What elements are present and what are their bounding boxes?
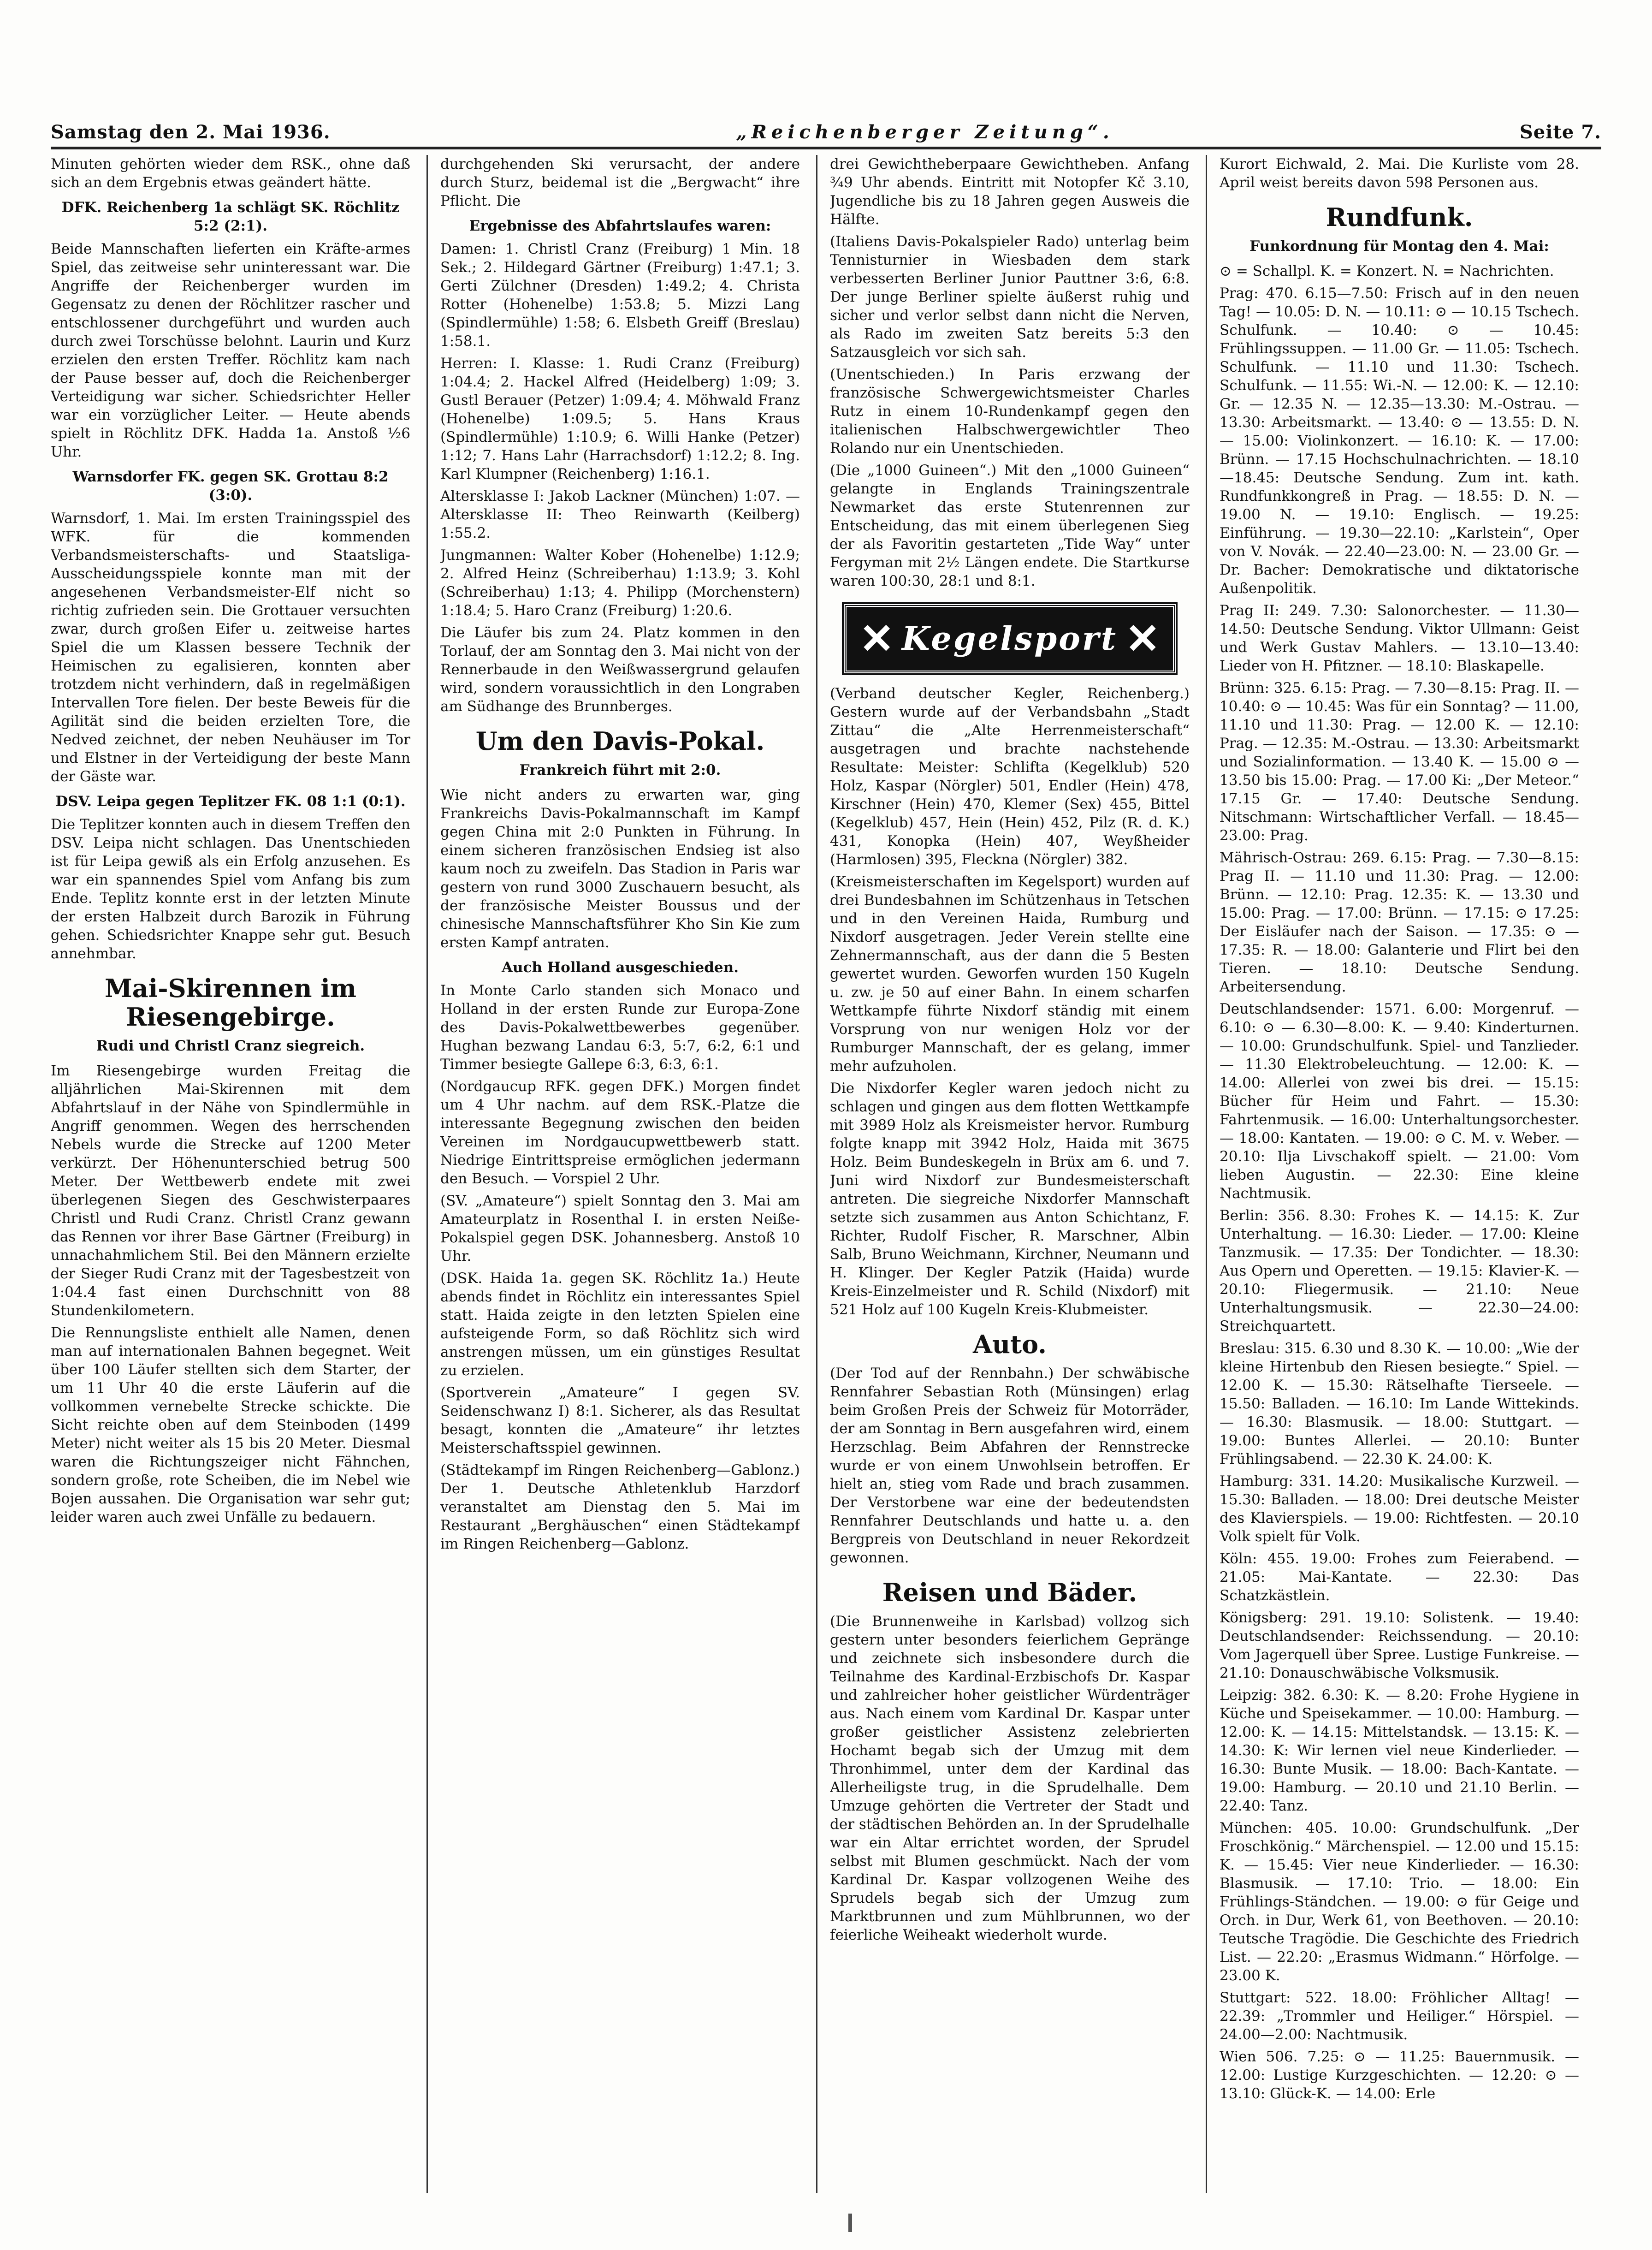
radio-program: Deutschlandsender: 1571. 6.00: Morgenruf. — 6.10: ⊙ — 6.30—8.00: K. — 9.40: Kinderturnen. — 10.00: Grundschulfunk. Spiel- und Tanzlieder. — 11.30 Elektrobeleuchtung. — 12.00: K. — 14.00: Allerlei von zwei bis drei. — 15.15: Bücher für Heim und Fahrt. — 15.30: Fahrtenmusik. — 16.00: Unterhaltungsorchester. — 18.00: Kantaten. — 19.00: ⊙ C. M. v. Weber. — 20.10: Ilja Livschakoff spielt. — 21.00: Vom lieben Augustin. — 22.30: Eine kleine Nachtmusik. <box>1220 1001 1579 1202</box>
crossed-pins-icon: ✕ <box>1125 614 1160 663</box>
radio-program: Königsberg: 291. 19.10: Solistenk. — 19.40: Deutschlandsender: Reichssendung. — 20.10: Vom Jagerquell über Spree. Lustige Funkreise. — 21.10: Donauschwäbische Volksmusik. <box>1220 1609 1579 1681</box>
results-text: Jungmannen: Walter Kober (Hohenelbe) 1:12.9; 2. Alfred Heinz (Schreiberhau) 1:13.9; 3. Kohl (Schreiberhau) 1:13; 4. Philipp (Morchenstern) 1:18.4; 5. Haro Cranz (Freiburg) 1:20.6. <box>440 547 800 619</box>
radio-program: Breslau: 315. 6.30 und 8.30 K. — 10.00: „Wie der kleine Hirtenbub den Riesen besiegte.“ Spiel. — 12.00 K. — 15.30: Rätselhafte Tierseele. — 15.50: Balladen. — 16.10: Im Lande Wittekinds. — 16.30: Blasmusik. — 18.00: Stuttgart. — 19.00: Buntes Allerlei. — 20.10: Bunter Frühlingsabend. — 22.30 K. 24.00: K. <box>1220 1340 1579 1467</box>
radio-legend: ⊙ = Schallpl. K. = Konzert. N. = Nachrichten. <box>1220 263 1554 279</box>
kegelsport-banner <box>844 604 1176 673</box>
section-headline: Auto. <box>973 1330 1047 1359</box>
article-text: In Monte Carlo standen sich Monaco und Holland in der ersten Runde zur Europa-Zone des Davis-Pokalwettbewerbes gegenüber. Hughan bezwang Landau 6:3, 5:7, 6:2, 6:1 und Timmer besiegte Gallepe 6:3, 6:3, 6:1. <box>440 982 800 1073</box>
column-4 <box>1220 155 1579 2193</box>
article-text: (Nordgaucup RFK. gegen DFK.) Morgen findet um 4 Uhr nachm. auf dem RSK.-Platze die interessante Begegnung zwischen den beiden Vereinen im Nordgaucupwettbewerb statt. Niedrige Eintrittspreise ermöglichen jedermann den Besuch. — Vorspiel 2 Uhr. <box>440 1078 800 1187</box>
section-headline: Um den Davis-Pokal. <box>475 726 765 756</box>
radio-program: Leipzig: 382. 6.30: K. — 8.20: Frohe Hygiene in Küche und Speisekammer. — 10.00: Hamburg. — 12.00: K. — 14.15: Mittelstandsk. — 13.15: K. — 14.30: K: Wir lernen viel neue Kinderlieder. — 16.30: Bunte Musik. — 18.00: Bach-Kantate. — 19.00: Hamburg. — 20.10 und 21.10 Berlin. — 22.40: Tanz. <box>1220 1687 1579 1814</box>
article-text: Die Läufer bis zum 24. Platz kommen in den Torlauf, der am Sonntag den 3. Mai nicht von der Rennerbaude in den Weißwassergrund gelaufen wird, sondern voraussichtlich in den Longraben am Südhange des Brunnberges. <box>440 624 800 715</box>
results-text: Herren: I. Klasse: 1. Rudi Cranz (Freiburg) 1:04.4; 2. Hackel Alfred (Heidelberg) 1:09; 3. Gustl Berauer (Petzer) 1:09.4; 4. Möhwald Franz (Hohenelbe) 1:09.5; 5. Hans Kraus (Spindlermühle) 1:10.9; 6. Willi Hanke (Petzer) 1:12; 7. Hans Lahr (Harrachsdorf) 1:12.2; 8. Ing. Karl Klumpner (Reichenberg) 1:16.1. <box>440 355 800 482</box>
crossed-pins-icon: ✕ <box>859 614 894 663</box>
article-text: (Städtekampf im Ringen Reichenberg—Gablonz.) Der 1. Deutsche Athletenklub Harzdorf veranstaltet am Dienstag den 5. Mai im Restaurant „Berghäuschen“ einen Städtekampf im Ringen Reichenberg—Gablonz. <box>440 1462 800 1552</box>
section-headline: Rundfunk. <box>1326 202 1473 232</box>
article-text: (Der Tod auf der Rennbahn.) Der schwäbische Rennfahrer Sebastian Roth (Münsingen) erlag beim Großen Preis der Schweiz für Motorräder, der am Sonntag in Bern ausgefahren wird, einem Herzschlag. Beim Abfahren der Rennstrecke wurde er von einem Unwohlsein betroffen. Er hielt an, stieg vom Rade und brach zusammen. Der Verstorbene war eine der bedeutendsten Rennfahrer Deutschlands und hatte u. a. den Bergpreis von Deutschland in neuer Rekordzeit gewonnen. <box>830 1365 1190 1566</box>
results-text: Altersklasse I: Jakob Lackner (München) 1:07. — Altersklasse II: Theo Reinwarth (Keilberg) 1:55.2. <box>440 488 800 541</box>
article-text: Kurort Eichwald, 2. Mai. Die Kurliste vom 28. April weist bereits davon 598 Personen aus. <box>1220 156 1579 191</box>
article-text: Die Nixdorfer Kegler waren jedoch nicht zu schlagen und gingen aus dem flotten Wettkampfe mit 3989 Holz als Kreismeister hervor. Rumburg folgte knapp mit 3942 Holz, Haida mit 3675 Holz. Beim Bundeskegeln in Brüx am 6. und 7. Juni wird Nixdorf zur Bundesmeisterschaft antreten. Die siegreiche Nixdorfer Mannschaft setzte sich zusammen aus Anton Schichtanz, F. Richter, Rudolf Fischer, R. Marschner, Albin Salb, Bruno Weichmann, Kirchner, Neumann und H. Klinger. Der Kegler Patzik (Haida) wurde Kreis-Einzelmeister und R. Schild (Nixdorf) mit 521 Holz auf 100 Kugeln Kreis-Klubmeister. <box>830 1080 1190 1318</box>
radio-program: Berlin: 356. 8.30: Frohes K. — 14.15: K. Zur Unterhaltung. — 16.30: Lieder. — 17.00: Kleine Tanzmusik. — 17.35: Der Tondichter. — 18.30: Aus Opern und Operetten. — 19.15: Klavier-K. — 20.10: Fliegermusik. — 21.10: Neue Unterhaltungsmusik. — 22.30—24.00: Streichquartett. <box>1220 1207 1579 1335</box>
radio-program: Mährisch-Ostrau: 269. 6.15: Prag. — 7.30—8.15: Prag II. — 11.10 und 11.30: Prag. — 12.00: Brünn. — 12.10: Prag. 12.35: K. — 13.30 und 15.00: Prag. — 17.00: Brünn. — 17.15: ⊙ 17.25: Der Eisläufer nach der Saison. — 17.35: ⊙ — 17.35: R. — 18.00: Galanterie und Flirt bei den Tieren. — 18.10: Deutsche Sendung. Arbeitersendung. <box>1220 849 1579 995</box>
article-text: (Sportverein „Amateure“ I gegen SV. Seidenschwanz I) 8:1. Sicherer, als das Resultat besagt, konnten die „Amateure“ ihr letztes Meisterschaftsspiel gewinnen. <box>440 1384 800 1456</box>
article-text: Wie nicht anders zu erwarten war, ging Frankreichs Davis-Pokalmannschaft im Kampf gegen China mit 2:0 Punkten in Führung. In einem sicheren französischen Endsieg ist also kaum noch zu zweifeln. Das Stadion in Paris war gestern von rund 3000 Zuschauern besucht, als der französische Meister Boussus und der chinesische Mannschaftsführer Kho Sin Kie zum ersten Kampf antraten. <box>440 787 800 951</box>
section-subheadline: Rudi und Christl Cranz siegreich. <box>96 1038 365 1054</box>
article-text: (DSK. Haida 1a. gegen SK. Röchlitz 1a.) Heute abends findet in Röchlitz ein interessantes Spiel statt. Haida zeigte in den letzten Spielen eine aufsteigende Form, so daß Röchlitz sich wird anstrengen müssen, um ein günstiges Resultat zu erzielen. <box>440 1270 800 1379</box>
section-headline: Reisen und Bäder. <box>882 1578 1137 1607</box>
article-text: (Italiens Davis-Pokalspieler Rado) unterlag beim Tennisturnier in Wiesbaden dem stark verbesserten Berliner Junior Pauttner 3:6, 6:8. Der junge Berliner spielte äußerst ruhig und sicher und verlor selbst dann nicht die Nerven, als Rado im zweiten Satz bereits 5:3 den Satzausgleich vor sich sah. <box>830 233 1190 361</box>
page-header <box>51 111 1601 143</box>
article-text: (Unentschieden.) In Paris erzwang der französische Schwergewichtsmeister Charles Rutz in einem 10-Rundenkampf gegen den italienischen Halbschwergewichtler Theo Rolando nur ein Unentschieden. <box>830 366 1190 457</box>
kegelsport-title: Kegelsport <box>901 619 1118 658</box>
radio-program: Prag II: 249. 7.30: Salonorchester. — 11.30—14.50: Deutsche Sendung. Viktor Ullmann: Geist und Werk Gustav Mahlers. — 13.10—13.40: Lieder von H. Pfitzner. — 18.10: Blaskapelle. <box>1220 602 1579 674</box>
section-subheadline: Funkordnung für Montag den 4. Mai: <box>1249 238 1549 255</box>
radio-program: München: 405. 10.00: Grundschulfunk. „Der Froschkönig.“ Märchenspiel. — 12.00 und 15.15: K. — 15.45: Vier neue Kinderlieder. — 16.30: Blasmusik. — 17.10: Trio. — 18.00: Ein Frühlings-Ständchen. — 19.00: ⊙ für Geige und Orch. in Dur, Werk 61, von Beethoven. — 20.10: Teutsche Tragödie. Die Geschichte des Friedrich List. — 22.20: „Erasmus Widmann.“ Hörfolge. — 23.00 K. <box>1220 1820 1579 1984</box>
article-text: (Die „1000 Guineen“.) Mit den „1000 Guineen“ gelangte in Englands Trainingszentrale Newmarket das erste Stutenrennen zur Entscheidung, das mit einem überlegenen Sieg der als Favoritin gestarteten „Tide Way“ unter Fergyman mit 2½ Längen endete. Die Startkurse waren 100:30, 28:1 und 8:1. <box>830 462 1190 589</box>
article-text: Die Teplitzer konnten auch in diesem Treffen den DSV. Leipa nicht schlagen. Das Unentschieden ist für Leipa gewiß als ein Erfolg anzusehen. Es war ein spannendes Spiel vom Anfang bis zum Ende. Teplitz konnte erst in der letzten Minute der ersten Halbzeit durch Barozik in Führung gehen. Schiedsrichter Knappe sehr gut. Besuch annehmbar. <box>51 816 410 962</box>
radio-program: Hamburg: 331. 14.20: Musikalische Kurzweil. — 15.30: Balladen. — 18.00: Drei deutsche Meister des Klavierspiels. — 19.00: Richtfesten. — 20.10 Volk spielt für Volk. <box>1220 1473 1579 1545</box>
header-rule <box>51 147 1601 149</box>
article-text: Beide Mannschaften lieferten ein Kräfte-armes Spiel, das zeitweise sehr uninteressant war. Die Angriffe der Reichenberger wurden im Gegensatz zu denen der Röchlitzer rascher und entschlossener durchgeführt und wurden auch durch zwei Torschüsse belohnt. Laurin und Kurz erzielen den ersten Treffer. Röchlitz kam nach der Pause besser auf, doch die Reichenberger Verteidigung war sicher. Schiedsrichter Heller war ein vorzüglicher Leiter. — Heute abends spielt in Röchlitz DFK. Hadda 1a. Anstoß ½6 Uhr. <box>51 241 410 460</box>
article-heading: DFK. Reichenberg 1a schlägt SK. Röchlitz 5:2 (2:1). <box>61 199 400 234</box>
section-subheadline: Frankreich führt mit 2:0. <box>519 762 721 778</box>
radio-program: Brünn: 325. 6.15: Prag. — 7.30—8.15: Prag. II. — 10.40: ⊙ — 10.45: Was für ein Sonntag? — 11.00, 11.10 und 11.30: Prag. — 12.00 K. — 12.10: Prag. — 12.35: M.-Ostrau. — 13.30: Arbeitsmarkt und Sozialinformation. — 13.40 K. — 15.00 ⊙ — 13.50 bis 15.00: Prag. — 17.00 Ki: „Der Meteor.“ 17.15 Gr. — 17.40: Deutsche Sendung. Nitschmann: Wirtschaftlicher Verfall. — 18.45—23.00: Prag. <box>1220 680 1579 844</box>
article-text: (Die Brunnenweihe in Karlsbad) vollzog sich gestern unter besonders feierlichem Gepränge und zeichnete sich insbesondere durch die Teilnahme des Kardinal-Erzbischofs Dr. Kaspar und zahlreicher hoher geistlicher Würdenträger aus. Nach einem vom Kardinal Dr. Kaspar unter großer geistlicher Assistenz zelebrierten Hochamt begab sich der Umzug mit dem Thronhimmel, unter dem der Kardinal das Allerheiligste trug, in die Sprudelhalle. Dem Umzuge gehörten die Vertreter der Stadt und der städtischen Behörden an. In der Sprudelhalle war ein Altar errichtet worden, der Sprudel selbst mit Blumen geschmückt. Nach der vom Kardinal Dr. Kaspar vollzogenen Weihe des Sprudels begab sich der Umzug zum Marktbrunnen und zum Mühlbrunnen, wo der feierliche Weiheakt wiederholt wurde. <box>830 1613 1190 1943</box>
header-newspaper-title: „Reichenberger Zeitung“. <box>736 121 1114 143</box>
radio-program: Stuttgart: 522. 18.00: Fröhlicher Alltag! — 22.39: „Trommler und Heiliger.“ Hörspiel. — 24.00—2.00: Nachtmusik. <box>1220 1989 1579 2043</box>
article-text: durchgehenden Ski verursacht, der andere durch Sturz, beidemal ist die „Bergwacht“ ihre Pflicht. Die <box>440 156 800 209</box>
column-1 <box>51 155 410 2193</box>
article-text: (SV. „Amateure“) spielt Sonntag den 3. Mai am Amateurplatz in Rosenthal I. in ersten Neiße-Pokalspiel gegen DSK. Johannesberg. Anstoß 10 Uhr. <box>440 1193 800 1265</box>
page-mark <box>848 2214 852 2232</box>
article-text: Minuten gehörten wieder dem RSK., ohne daß sich an dem Ergebnis etwas geändert hätte. <box>51 156 410 191</box>
column-2 <box>440 155 800 2193</box>
radio-program: Köln: 455. 19.00: Frohes zum Feierabend. — 21.05: Mai-Kantate. — 22.30: Das Schatzkästlein. <box>1220 1550 1579 1604</box>
article-text: drei Gewichtheberpaare Gewichtheben. Anfang ¾9 Uhr abends. Eintritt mit Notopfer Kč 3.10, Jugendliche bis zu 18 Jahren gegen Ausweis die Hälfte. <box>830 156 1190 228</box>
article-text: (Verband deutscher Kegler, Reichenberg.) Gestern wurde auf der Verbandsbahn „Stadt Zittau“ die „Alte Herrenmeisterschaft“ ausgetragen und brachte nachstehende Resultate: Meister: Schlifta (Kegelklub) 520 Holz, Kaspar (Nörgler) 501, Endler (Hein) 478, Kirschner (Hein) 470, Klemer (Sex) 455, Bittel (Kegelklub) 457, Hein (Hein) 452, Pilz (R. d. K.) 431, Konopka (Hein) 407, Weyßheider (Harmlosen) 395, Fleckna (Nörgler) 382. <box>830 685 1190 868</box>
radio-program: Wien 506. 7.25: ⊙ — 11.25: Bauernmusik. — 12.00: Lustige Kurzgeschichten. — 12.20: ⊙ — 13.10: Glück-K. — 14.00: Erle <box>1220 2048 1579 2102</box>
radio-program: Prag: 470. 6.15—7.50: Frisch auf in den neuen Tag! — 10.05: D. N. — 10.11: ⊙ — 10.15 Tschech. Schulfunk. — 10.40: ⊙ — 10.45: Frühlingssuppen. — 11.00 Gr. — 11.05: Tschech. Schulfunk. — 11.10 und 11.30: Tschech. Schulfunk. — 11.55: Wi.-N. — 12.00: K. — 12.10: Gr. — 12.35 N. — 12.35—13.30: M.-Ostrau. — 13.30: Arbeitsmarkt. — 13.40: ⊙ — 13.55: D. N. — 15.00: Violinkonzert. — 16.10: K. — 17.00: Brünn. — 17.15 Hochschulnachrichten. — 18.10—18.45: Deutsche Sendung. Zum int. kath. Rundfunkkongreß in Prag. — 18.55: D. N. — 19.00 N. — 19.10: Englisch. — 19.25: Einführung. — 19.30—22.10: „Karlstein“, Oper von V. Novák. — 22.40—23.00: N. — 23.00 Gr. — Dr. Bacher: Demokratische und diktatorische Außenpolitik. <box>1220 285 1579 597</box>
column-separator <box>816 155 817 2193</box>
header-page-number: Seite 7. <box>1519 121 1601 143</box>
article-heading: DSV. Leipa gegen Teplitzer FK. 08 1:1 (0:1). <box>55 793 406 810</box>
article-text: Im Riesengebirge wurden Freitag die alljährlichen Mai-Skirennen mit dem Abfahrtslauf in der Nähe von Spindlermühle in Angriff genommen. Wegen des herrschenden Nebels wurde die Strecke auf 1200 Meter verkürzt. Der Höhenunterschied betrug 500 Meter. Der Wettbewerb endete mit zwei überlegenen Siegen des Geschwisterpaares Christl und Rudi Cranz. Christl Cranz gewann das Rennen vor ihrer Base Gärtner (Freiburg) in unnachahmlichem Stil. Bei den Männern erzielte der Sieger Rudi Cranz mit der Tagesbestzeit von 1:04.4 fast einen Durchschnitt von 88 Stundenkilometern. <box>51 1063 410 1319</box>
article-text: Warnsdorf, 1. Mai. Im ersten Trainingsspiel des WFK. für die kommenden Verbandsmeisterschafts- und Staatsliga-Ausscheidungsspiele konnte man mit der angesehenen Verbandsmeister-Elf nicht so richtig zufrieden sein. Die Grottauer versuchten zwar, durch großen Eifer u. zeitweise hartes Spiel die um Klassen bessere Technik der Heimischen zu egalisieren, konnten aber trotzdem nicht verhindern, daß in regelmäßigen Intervallen Tore fielen. Der beste Beweis für die Agilität sind die beiden erzielten Tore, die Nedved zeichnet, der neben Neuhäuser im Tor und Elstner in der Verteidigung der beste Mann der Gäste war. <box>51 510 410 785</box>
article-heading: Auch Holland ausgeschieden. <box>502 959 739 976</box>
article-text: Die Rennungsliste enthielt alle Namen, denen man auf internationalen Bahnen begegnet. Weit über 100 Läufer stellten sich dem Starter, der um 11 Uhr 40 die erste Läuferin auf die vollkommen vernebelte Strecke schickte. Die Sicht reichte oben auf dem Steinboden (1499 Meter) nicht weiter als 15 bis 20 Meter. Diesmal waren die Richtungszeiger nicht Fähnchen, sondern große, rote Scheiben, die im Nebel wie Bojen aussahen. Die Organisation war sehr gut; leider waren auch zwei Unfälle zu bedauern. <box>51 1324 410 1526</box>
article-heading: Warnsdorfer FK. gegen SK. Grottau 8:2 (3:0). <box>72 469 389 504</box>
article-heading: Ergebnisse des Abfahrtslaufes waren: <box>469 218 771 234</box>
header-date: Samstag den 2. Mai 1936. <box>51 121 331 143</box>
column-3 <box>830 155 1190 2193</box>
section-headline: Mai-Skirennen im Riesengebirge. <box>104 974 356 1032</box>
results-text: Damen: 1. Christl Cranz (Freiburg) 1 Min. 18 Sek.; 2. Hildegard Gärtner (Freiburg) 1:47.1; 3. Gerti Zülchner (Dresden) 1:49.2; 4. Christa Rotter (Hohenelbe) 1:53.8; 5. Mizzi Lang (Spindlermühle) 1:58; 6. Elsbeth Greiff (Breslau) 1:58.1. <box>440 241 800 350</box>
article-text: (Kreismeisterschaften im Kegelsport) wurden auf drei Bundesbahnen im Schützenhaus in Tetschen und in den Vereinen Haida, Rumburg und Nixdorf ausgetragen. Jeder Verein stellte eine Zehnermannschaft, aus der dann die 5 Besten gewertet wurden. Geworfen wurden 150 Kugeln u. zw. je 50 auf einer Bahn. In einem scharfen Wettkampfe führte Nixdorf ständig mit einem Vorsprung von nur wenigen Holz vor der Rumburger Mannschaft, der es gelang, immer mehr aufzuholen. <box>830 873 1190 1075</box>
column-separator <box>1206 155 1207 2193</box>
column-separator <box>426 155 428 2193</box>
